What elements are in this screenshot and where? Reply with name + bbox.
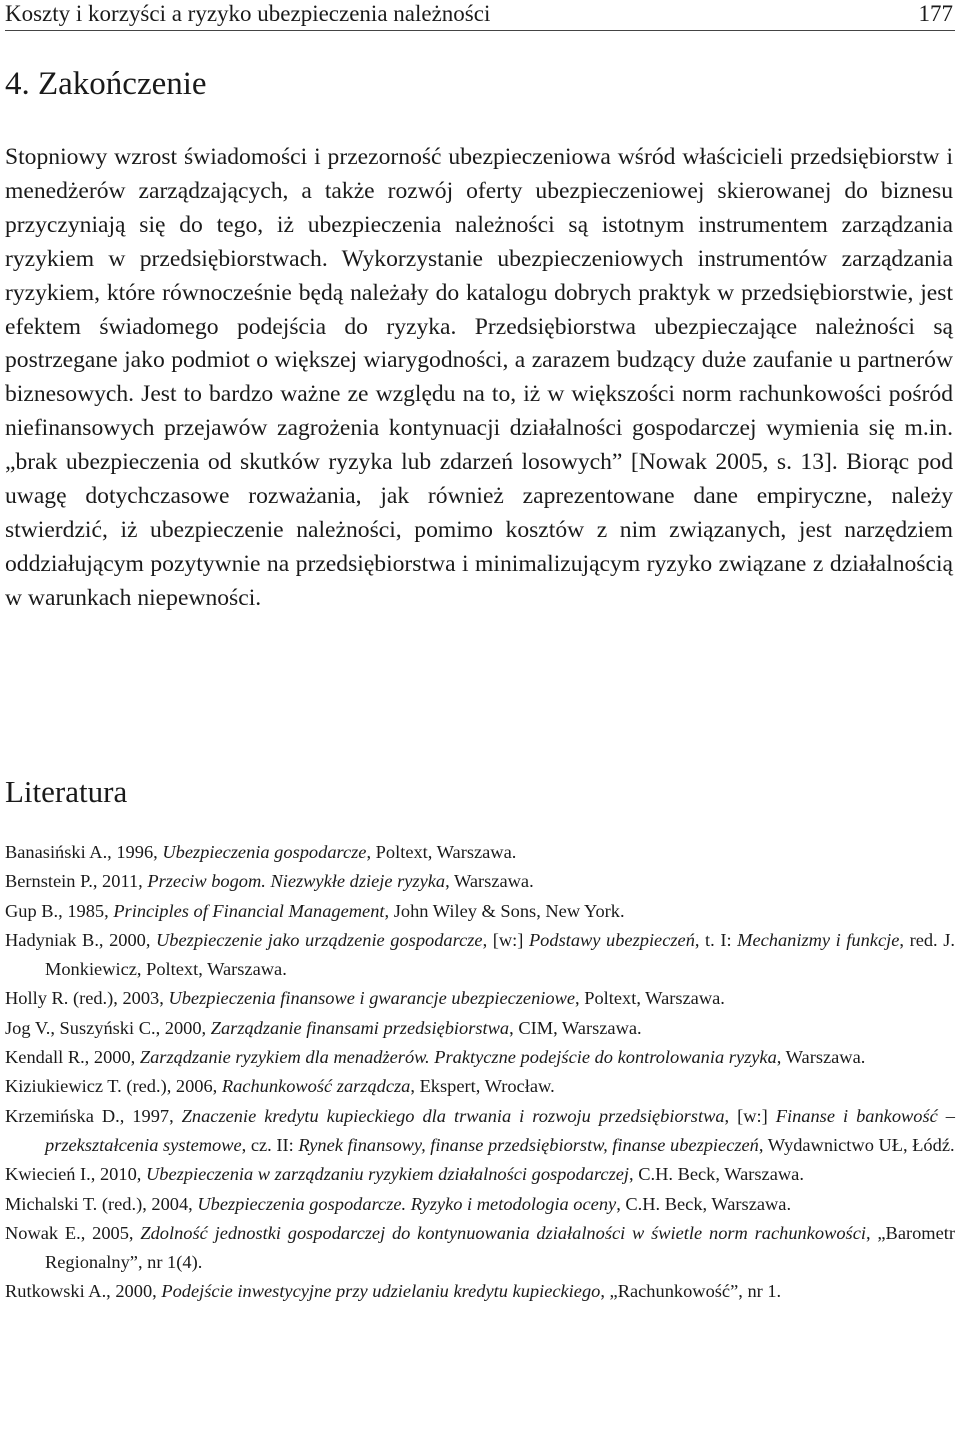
conclusion-paragraph: Stopniowy wzrost świadomości i przezorność ubezpieczeniowa wśród właścicieli przedsiębiorstw i menedżerów zarządzających, a także rozwój oferty ubezpieczeniowej skierowanej do biznesu przyczyniają się do tego, iż ubezpieczenia należności są istotnym instrumentem zarządzania ryzykiem w przedsiębiorstwach. Wykorzystanie ubezpieczeniowych instrumentów zarządzania ryzykiem, które równocześnie będą należały do katalogu dobrych praktyk w przedsiębiorstwie, jest efektem świadomego podejścia do ryzyka. Przedsiębiorstwa ubezpieczające należności są postrzegane jako podmiot o większej wiarygodności, a zarazem budzący duże zaufanie u partnerów biznesowych. Jest to bardzo ważne ze względu na to, iż w większości norm rachunkowości pośród niefinansowych przejawów zagrożenia kontynuacji działalności gospodarczej wymienia się m.in. „brak ubezpieczenia od skutków ryzyka lub zdarzeń losowych” [Nowak 2005, s. 13]. Biorąc pod uwagę dotychczasowe rozważania, jak również zaprezentowane dane empiryczne, należy stwierdzić, iż ubezpieczenie należności, pomimo kosztów z nim związanych, jest narzędziem oddziałującym pozytywnie na przedsiębiorstwa i minimalizującym ryzyko związane z działalnością w warunkach niepewności. [5, 144, 953, 611]
reference-item: Hadyniak B., 2000, Ubezpieczenie jako urządzenie gospodarcze, [w:] Podstawy ubezpieczeń, t. I: Mechanizmy i funkcje, red. J. Monkiewicz, Poltext, Warszawa. [5, 929, 955, 980]
reference-item: Michalski T. (red.), 2004, Ubezpieczenia gospodarcze. Ryzyko i metodologia oceny, C.H. Beck, Warszawa. [5, 1193, 792, 1214]
reference-item: Banasiński A., 1996, Ubezpieczenia gospodarcze, Poltext, Warszawa. [5, 842, 517, 862]
reference-item: Jog V., Suszyński C., 2000, Zarządzanie finansami przedsiębiorstwa, CIM, Warszawa. [5, 1017, 642, 1038]
running-head [5, 0, 955, 31]
reference-item: Bernstein P., 2011, Przeciw bogom. Niezwykłe dzieje ryzyka, Warszawa. [5, 871, 534, 892]
reference-item: Nowak E., 2005, Zdolność jednostki gospodarczej do kontynuowania działalności w świetle norm rachunkowości, „Barometr Regionalny”, nr 1(4). [5, 1222, 955, 1273]
reference-item: Gup B., 1985, Principles of Financial Management, John Wiley & Sons, New York. [5, 900, 625, 921]
reference-item: Krzemińska D., 1997, Znaczenie kredytu kupieckiego dla trwania i rozwoju przedsiębiorstwa, [w:] Finanse i bankowość – przekształcenia systemowe, cz. II: Rynek finansowy, finanse przedsiębiorstw, finanse ubezpieczeń, Wydawnictwo UŁ, Łódź. [5, 1105, 955, 1155]
literature-heading: Literatura [5, 774, 128, 809]
page-number: 177 [918, 1, 953, 26]
reference-item: Holly R. (red.), 2003, Ubezpieczenia finansowe i gwarancje ubezpieczeniowe, Poltext, Warszawa. [5, 988, 725, 1009]
reference-item: Kwiecień I., 2010, Ubezpieczenia w zarządzaniu ryzykiem działalności gospodarczej, C.H. Beck, Warszawa. [5, 1164, 804, 1185]
section-heading: 4. Zakończenie [5, 66, 207, 102]
running-head-title: Koszty i korzyści a ryzyko ubezpieczenia należności [5, 1, 491, 26]
reference-item: Kendall R., 2000, Zarządzanie ryzykiem dla menadżerów. Praktyczne podejście do kontrolowania ryzyka, Warszawa. [5, 1047, 866, 1068]
reference-item: Kiziukiewicz T. (red.), 2006, Rachunkowość zarządcza, Ekspert, Wrocław. [5, 1076, 555, 1097]
reference-item: Rutkowski A., 2000, Podejście inwestycyjne przy udzielaniu kredytu kupieckiego, „Rachunkowość”, nr 1. [5, 1281, 782, 1302]
reference-list [5, 838, 955, 1307]
